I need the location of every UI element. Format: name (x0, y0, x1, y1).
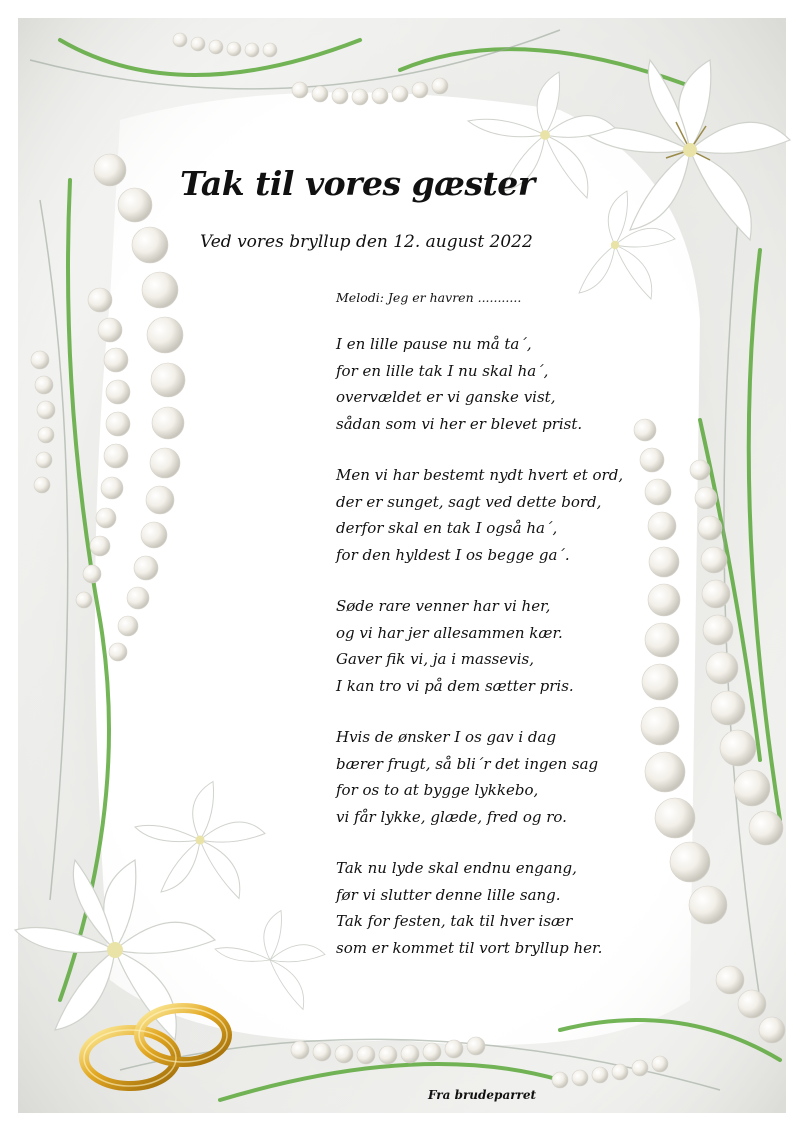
verse-line: vi får lykke, glæde, fred og ro. (336, 807, 567, 826)
verse-line: I en lille pause nu må ta´, (336, 335, 532, 353)
stanza (336, 855, 656, 961)
verse-line: før vi slutter denne lille sang. (336, 885, 561, 904)
wedding-date-subtitle: Ved vores bryllup den 12. august 2022 (200, 232, 533, 252)
verse-line: Søde rare venner har vi her, (336, 597, 551, 615)
verse-line: I kan tro vi på dem sætter pris. (336, 676, 574, 695)
verse-line: som er kommet til vort bryllup her. (336, 938, 603, 957)
stanza (336, 462, 656, 568)
verse-line: Tak for festen, tak til hver især (336, 912, 573, 930)
verse-line: Men vi har bestemt nydt hvert et ord, (336, 466, 624, 484)
verse-line: Hvis de ønsker I os gav i dag (336, 728, 557, 746)
verse-line: for en lille tak I nu skal ha´, (336, 361, 549, 380)
stanza (336, 724, 656, 830)
verse-line: der er sunget, sagt ved dette bord, (336, 492, 602, 511)
melody-note: Melodi: Jeg er havren ........... (336, 290, 522, 305)
stanza (336, 593, 656, 699)
verse-line: for os to at bygge lykkebo, (336, 781, 539, 799)
verse-line: Gaver fik vi, ja i massevis, (336, 650, 534, 668)
stanza (336, 331, 656, 437)
verse-line: bærer frugt, så bli´r det ingen sag (336, 754, 599, 773)
verse-line: overvældet er vi ganske vist, (336, 388, 556, 406)
verse-line: sådan som vi her er blevet prist. (336, 414, 583, 433)
verse-line: for den hyldest I os begge ga´. (336, 545, 570, 564)
verse-line: derfor skal en tak I også ha´, (336, 519, 558, 537)
poem (336, 331, 656, 986)
page-title: Tak til vores gæster (180, 164, 535, 203)
verse-line: og vi har jer allesammen kær. (336, 623, 563, 642)
verse-line: Tak nu lyde skal endnu engang, (336, 859, 577, 877)
signature: Fra brudeparret (428, 1088, 537, 1102)
